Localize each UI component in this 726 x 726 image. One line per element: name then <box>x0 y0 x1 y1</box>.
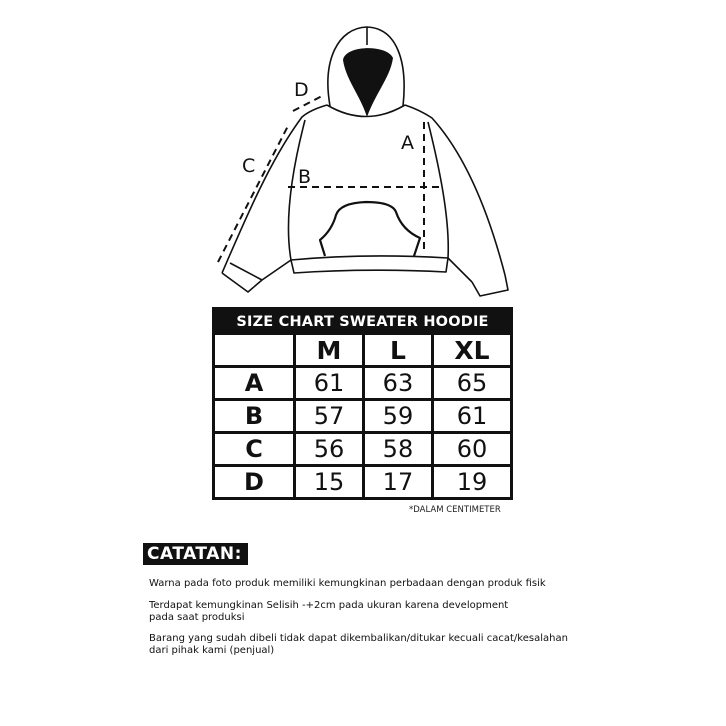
row-label: C <box>215 434 293 464</box>
label-c: C <box>242 155 256 177</box>
note-item: Terdapat kemungkinan Selisih -+2cm pada ukuran karena development pada saat produksi <box>149 600 509 623</box>
cell-value: 58 <box>365 434 431 464</box>
right-inner-sleeve <box>448 258 472 282</box>
cell-value: 61 <box>434 401 510 431</box>
right-cuff <box>472 275 508 296</box>
unit-note: *DALAM CENTIMETER <box>409 505 501 515</box>
header-l: L <box>365 335 431 365</box>
header-empty <box>215 335 293 365</box>
cell-value: 57 <box>296 401 362 431</box>
measure-line-c <box>218 124 289 262</box>
left-inner-sleeve <box>262 260 291 280</box>
label-b: B <box>298 166 312 188</box>
left-body-side <box>288 120 305 260</box>
size-chart-title: SIZE CHART SWEATER HOODIE <box>236 314 489 330</box>
row-label: A <box>215 368 293 398</box>
table-row <box>215 434 510 464</box>
cell-value: 63 <box>365 368 431 398</box>
right-body-side <box>428 122 448 258</box>
notes-heading: CATATAN: <box>143 543 248 565</box>
cell-value: 61 <box>296 368 362 398</box>
cell-value: 56 <box>296 434 362 464</box>
cell-value: 17 <box>365 467 431 497</box>
cell-value: 65 <box>434 368 510 398</box>
note-item: Barang yang sudah dibeli tidak dapat dikembalikan/ditukar kecuali cacat/kesalahan dari pihak kami (penjual) <box>149 633 568 656</box>
header-m: M <box>296 335 362 365</box>
table-row <box>215 467 510 497</box>
header-xl: XL <box>434 335 510 365</box>
size-chart-table <box>212 307 513 500</box>
left-cuff <box>222 263 262 292</box>
table-row <box>215 368 510 398</box>
header-row <box>215 335 510 365</box>
row-label: D <box>215 467 293 497</box>
cell-value: 60 <box>434 434 510 464</box>
cell-value: 15 <box>296 467 362 497</box>
note-item: Warna pada foto produk memiliki kemungkinan perbadaan dengan produk fisik <box>149 578 546 589</box>
label-d: D <box>294 79 309 101</box>
row-label: B <box>215 401 293 431</box>
hem <box>291 256 448 273</box>
left-shoulder <box>222 105 327 273</box>
hood-opening-fill <box>343 48 393 117</box>
hoodie-diagram <box>0 0 726 300</box>
cell-value: 59 <box>365 401 431 431</box>
pocket <box>320 202 420 256</box>
right-shoulder <box>405 105 505 275</box>
table-row <box>215 401 510 431</box>
cell-value: 19 <box>434 467 510 497</box>
label-a: A <box>401 132 414 154</box>
